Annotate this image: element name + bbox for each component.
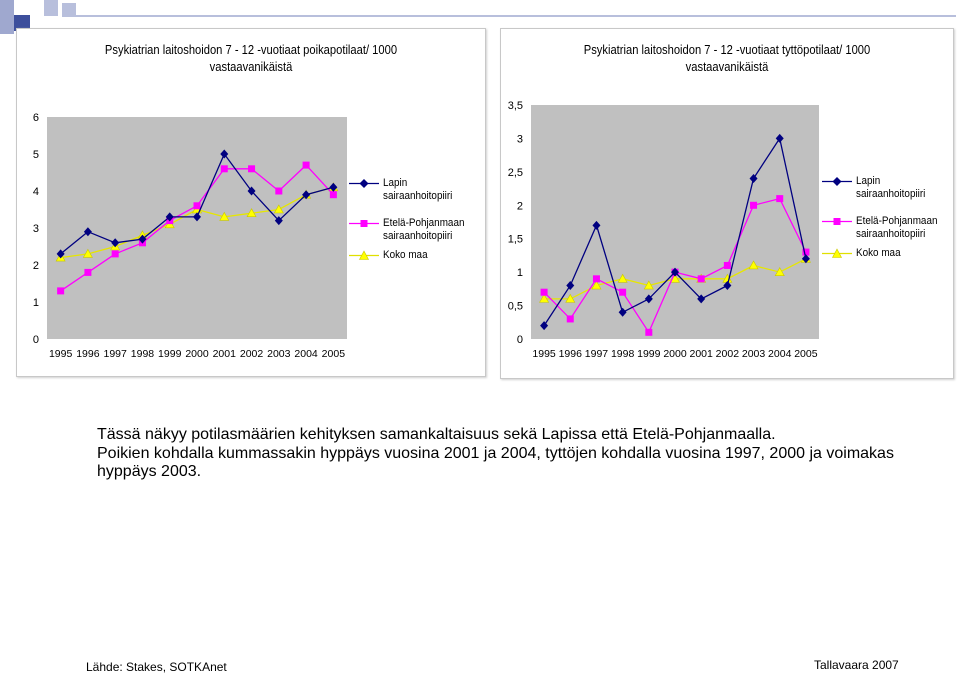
boys-y-tick-label: 2 [32,260,39,272]
legend-item-lapland [822,175,950,201]
girls-square-marker [593,275,600,282]
boys-y-tick-label: 0 [32,334,39,346]
boys-square-marker [194,202,201,209]
girls-x-tick-label: 2002 [715,348,740,360]
legend-item-south-ostrobothnia [349,217,479,243]
boys-x-tick-label: 2001 [212,348,236,360]
girls-chart-title-line-2: vastaavanikäistä [685,59,769,74]
girls-y-tick-label: 0 [516,334,523,346]
legend-label-whole-country: Koko maa [383,249,428,261]
girls-y-tick-label: 2 [516,200,523,213]
boys-x-tick-label: 2000 [185,348,209,360]
girls-chart-panel [500,28,954,379]
square-marker-icon [822,215,852,228]
boys-y-tick-label: 1 [32,297,39,309]
boys-square-marker [84,269,91,276]
girls-square-marker [750,202,757,209]
boys-square-marker [303,162,310,169]
boys-chart-title-line-2: vastaavanikäistä [209,59,293,74]
legend-label-lapland: Lapin sairaanhoitopiiri [383,177,453,202]
girls-square-marker [645,329,652,336]
girls-y-tick-label: 3,5 [507,100,523,112]
girls-x-tick-label: 2005 [794,348,818,360]
girls-x-tick-label: 2004 [768,348,792,360]
boys-y-tick-label: 5 [32,149,39,161]
girls-square-marker [724,262,731,269]
triangle-marker-icon [822,247,852,260]
boys-x-tick-label: 1996 [76,348,100,360]
legend-item-south-ostrobothnia [822,215,950,241]
boys-x-tick-label: 1999 [158,348,182,360]
girls-y-tick-label: 1,5 [507,233,523,246]
girls-y-tick-label: 1 [516,267,523,280]
boys-x-tick-label: 2005 [321,348,346,360]
slide-caption [97,426,927,482]
boys-x-tick-label: 1995 [48,348,73,360]
boys-square-marker [330,191,337,198]
girls-x-tick-label: 1997 [584,348,609,360]
boys-x-tick-label: 1998 [130,348,155,360]
decorative-square-light [44,0,58,16]
girls-chart-legend [822,175,950,266]
legend-item-whole-country [349,249,479,262]
legend-item-whole-country [822,247,950,260]
boys-x-tick-label: 2004 [294,348,318,360]
caption-line-2: Poikien kohdalla kummassakin hyppäys vuosina 2001 ja 2004, tyttöjen kohdalla vuosina 1997, 2000 ja voimakas hyppäys 2003. [97,444,894,480]
girls-plot-area [531,105,819,339]
girls-x-tick-label: 1999 [637,348,661,360]
boys-plot-area [47,117,347,339]
decorative-rule [76,15,956,17]
diamond-marker-icon [349,177,379,190]
girls-square-marker [698,275,705,282]
legend-label-lapland: Lapin sairaanhoitopiiri [856,175,926,200]
square-marker-icon [349,217,379,230]
boys-chart-title-line-1: Psykiatrian laitoshoidon 7 - 12 -vuotiaat poikapotilaat/ 1000 [104,42,398,57]
girls-x-tick-label: 2000 [663,348,687,360]
triangle-marker-icon [349,249,379,262]
legend-label-south-ostrobothnia: Etelä-Pohjanmaan sairaanhoitopiiri [856,215,938,240]
girls-square-marker [776,195,783,202]
decorative-square-light-2 [62,3,76,17]
author-footer: Tallavaara 2007 [814,658,899,672]
boys-y-tick-label: 3 [32,223,39,235]
girls-x-tick-label: 2003 [741,348,766,360]
girls-y-tick-label: 0,5 [507,300,523,313]
girls-x-tick-label: 1998 [610,348,635,360]
boys-square-marker [275,188,282,195]
boys-square-marker [221,165,228,172]
girls-y-tick-label: 2,5 [507,166,523,179]
girls-x-tick-label: 1996 [558,348,582,360]
source-footer: Lähde: Stakes, SOTKAnet [86,660,227,674]
boys-square-marker [248,165,255,172]
diamond-marker-icon [822,175,852,188]
caption-line-1: Tässä näkyy potilasmäärien kehityksen samankaltaisuus sekä Lapissa että Etelä-Pohjanmaalla. [97,426,776,443]
legend-item-lapland [349,177,479,203]
girls-y-tick-label: 3 [516,133,523,146]
legend-label-whole-country: Koko maa [856,247,901,259]
girls-chart-title-line-1: Psykiatrian laitoshoidon 7 - 12 -vuotiaat tyttöpotilaat/ 1000 [583,42,871,57]
boys-x-tick-label: 2003 [267,348,291,360]
boys-x-tick-label: 2002 [239,348,264,360]
legend-label-south-ostrobothnia: Etelä-Pohjanmaan sairaanhoitopiiri [383,217,465,242]
girls-square-marker [619,289,626,296]
boys-square-marker [57,287,64,294]
boys-square-marker [112,250,119,257]
girls-square-marker [541,289,548,296]
girls-x-tick-label: 1995 [532,348,556,360]
boys-y-tick-label: 4 [32,186,39,198]
boys-chart-legend [349,177,479,268]
girls-square-marker [567,315,574,322]
decorative-square-large [0,0,14,34]
boys-chart-panel [16,28,486,377]
boys-x-tick-label: 1997 [103,348,127,360]
girls-x-tick-label: 2001 [689,348,713,360]
boys-y-tick-label: 6 [32,112,39,124]
